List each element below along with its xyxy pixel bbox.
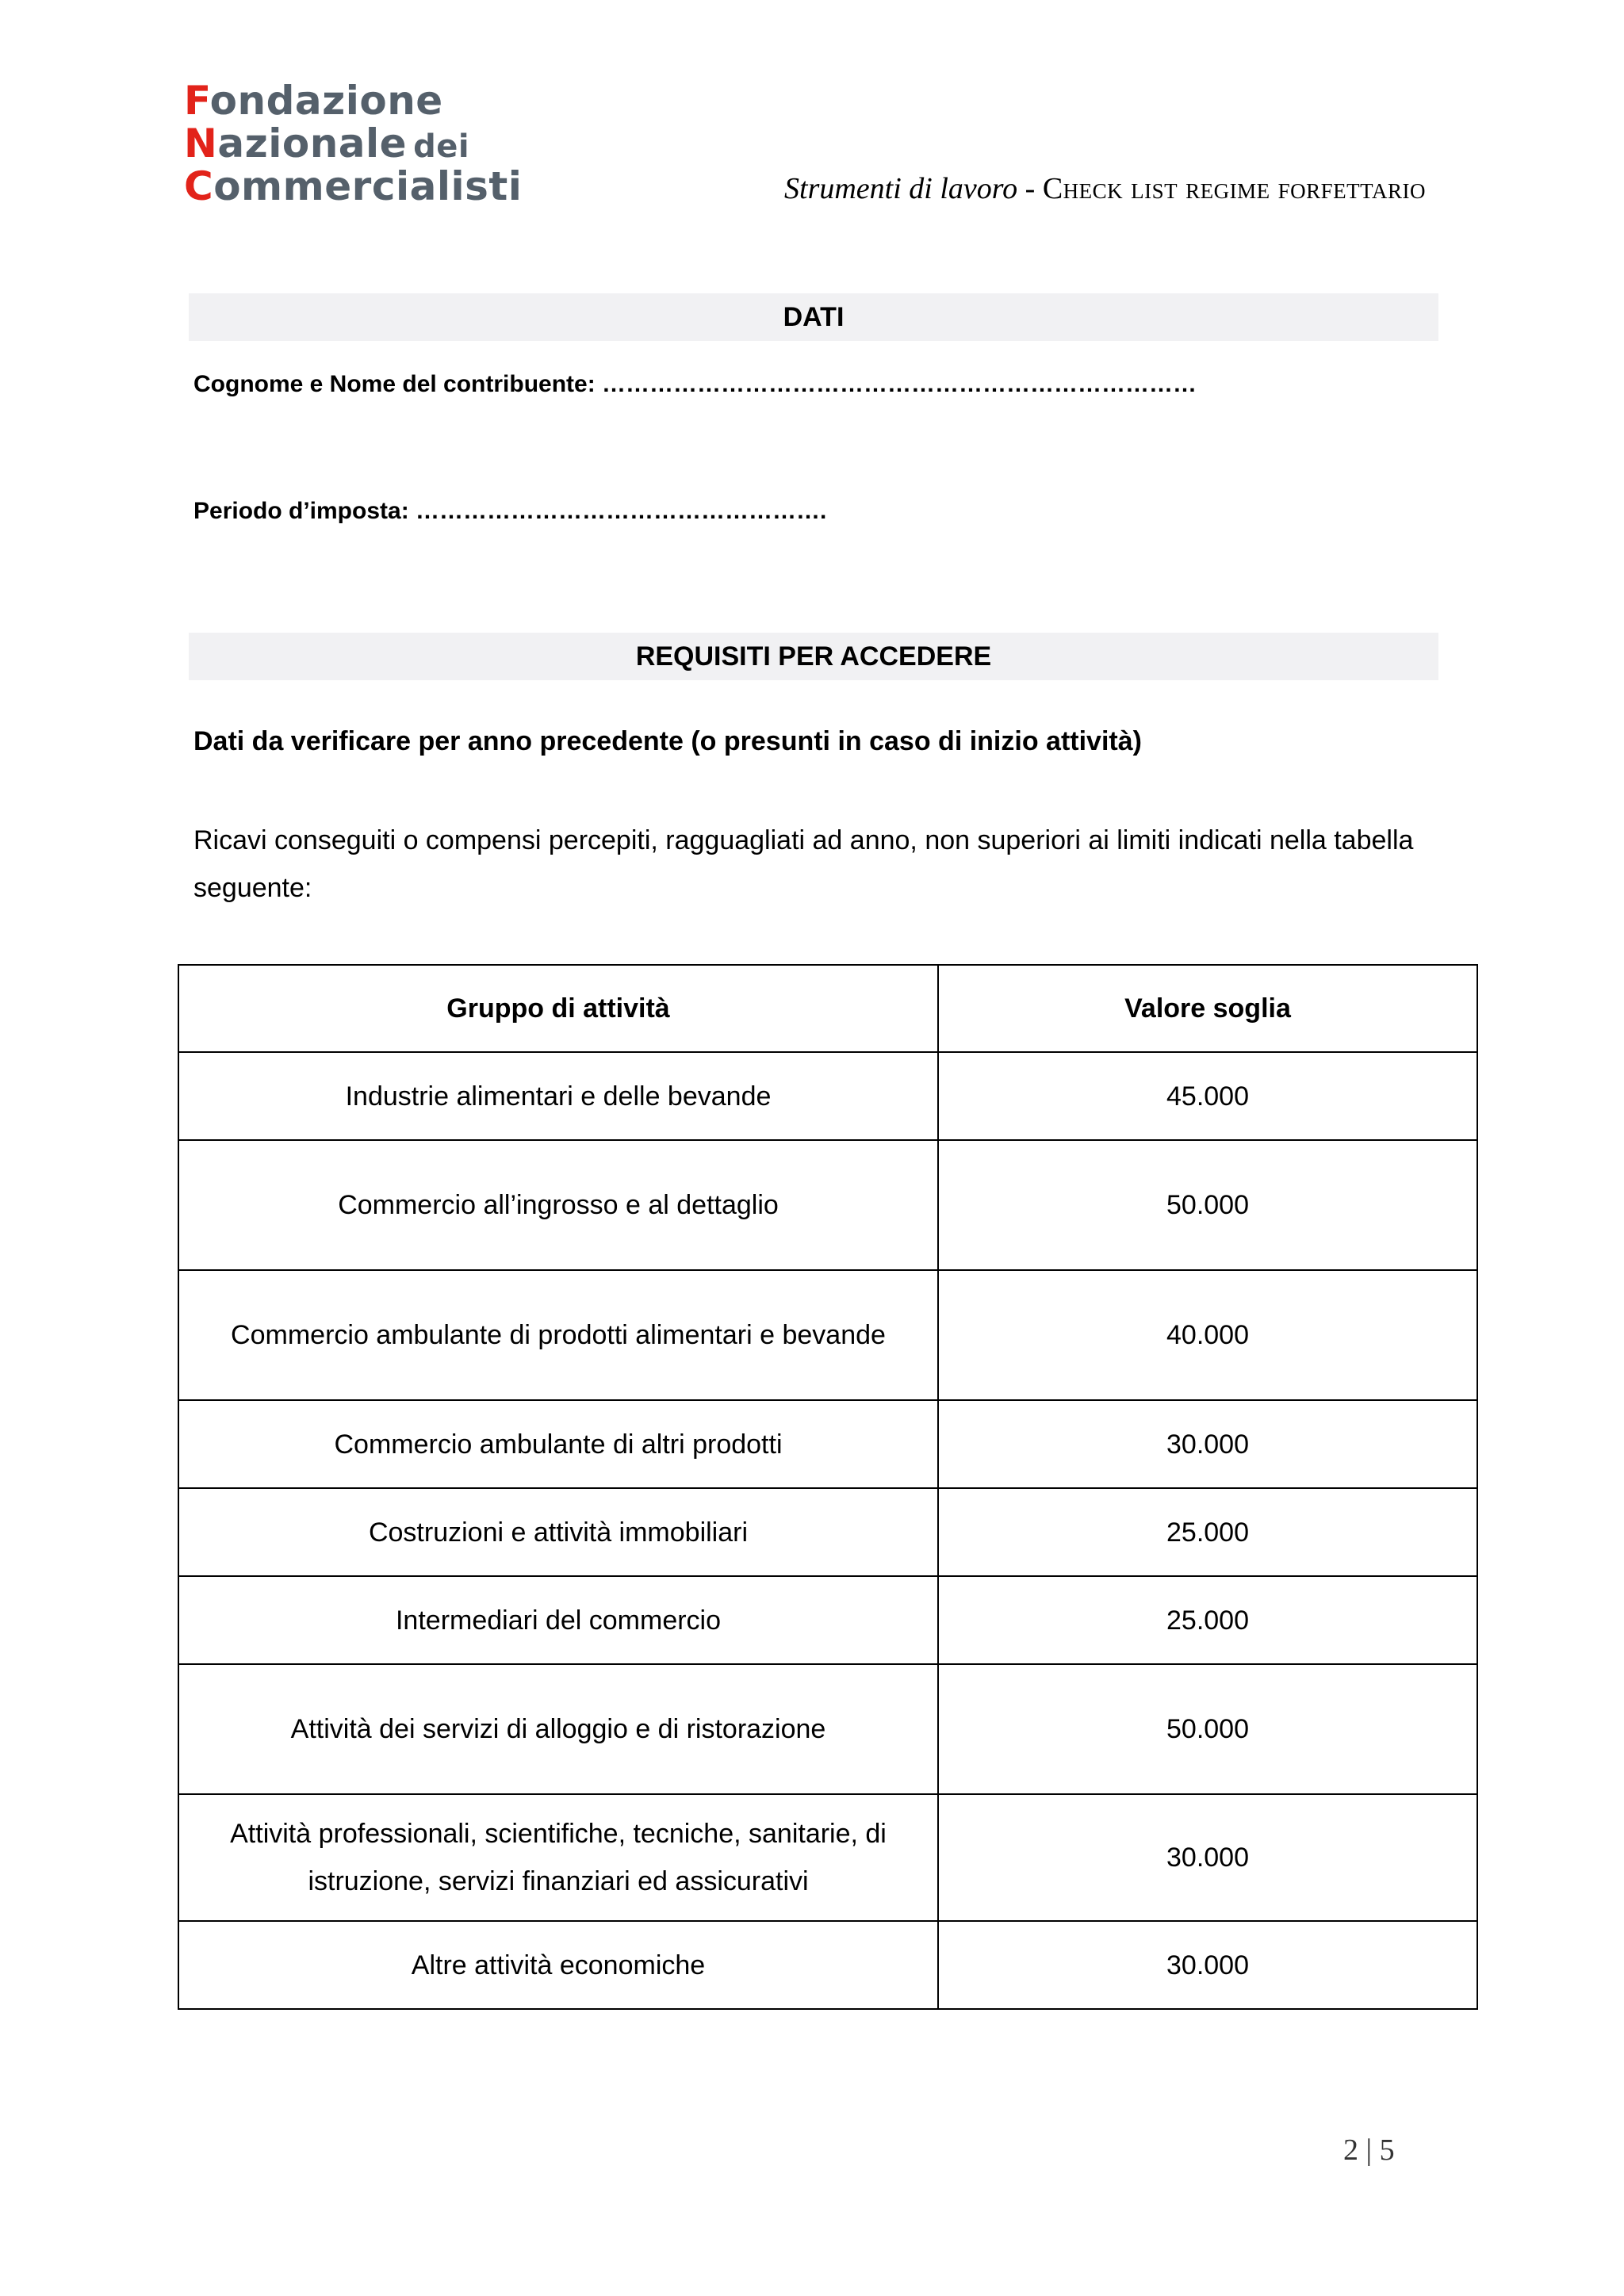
table-row	[178, 1400, 1477, 1488]
threshold-value-cell: 30.000	[938, 1794, 1477, 1921]
table-row	[178, 1576, 1477, 1664]
logo-initial-f: F	[184, 78, 210, 124]
activity-group-cell: Commercio ambulante di altri prodotti	[178, 1400, 938, 1488]
document-header	[784, 171, 1426, 206]
periodo-field: Periodo d’imposta: …………………………………………….	[193, 498, 827, 524]
threshold-value-cell: 25.000	[938, 1488, 1477, 1576]
activity-group-cell: Commercio all’ingrosso e al dettaglio	[178, 1140, 938, 1270]
activity-group-cell: Attività professionali, scientifiche, tecniche, sanitarie, di istruzione, servizi finanziari ed assicurativi	[178, 1794, 938, 1921]
threshold-value-cell: 40.000	[938, 1270, 1477, 1400]
threshold-value-cell: 30.000	[938, 1921, 1477, 2009]
activity-group-cell: Costruzioni e attività immobiliari	[178, 1488, 938, 1576]
table-row	[178, 1921, 1477, 2009]
threshold-value-cell: 25.000	[938, 1576, 1477, 1664]
logo-word-dei: dei	[413, 128, 470, 165]
logo-word-2: azionale	[217, 121, 408, 166]
threshold-table	[178, 964, 1478, 2010]
header-series: Strumenti di lavoro -	[784, 172, 1043, 205]
table-row	[178, 1664, 1477, 1794]
page-number: 2 | 5	[1343, 2133, 1395, 2167]
subtitle: Dati da verificare per anno precedente (o presunti in caso di inizio attività)	[193, 726, 1142, 756]
logo-word-1: ondazione	[209, 78, 443, 124]
logo-word-3: ommercialisti	[213, 163, 523, 209]
table-row	[178, 1488, 1477, 1576]
logo-initial-c: C	[184, 163, 214, 209]
activity-group-cell: Intermediari del commercio	[178, 1576, 938, 1664]
activity-group-cell: Commercio ambulante di prodotti alimentari e bevande	[178, 1270, 938, 1400]
threshold-value-cell: 50.000	[938, 1140, 1477, 1270]
logo-initial-n: N	[184, 121, 218, 166]
foundation-logo	[184, 79, 522, 208]
table-row	[178, 1140, 1477, 1270]
table-row	[178, 1052, 1477, 1140]
intro-paragraph: Ricavi conseguiti o compensi percepiti, ragguagliati ad anno, non superiori ai limiti indicati nella tabella seguente:	[193, 825, 1414, 903]
activity-group-cell: Altre attività economiche	[178, 1921, 938, 2009]
activity-group-cell: Attività dei servizi di alloggio e di ristorazione	[178, 1664, 938, 1794]
activity-group-cell: Industrie alimentari e delle bevande	[178, 1052, 938, 1140]
threshold-value-cell: 50.000	[938, 1664, 1477, 1794]
column-header-value: Valore soglia	[938, 965, 1477, 1052]
table-header-row	[178, 965, 1477, 1052]
table-row	[178, 1794, 1477, 1921]
section-dati-heading: DATI	[189, 293, 1438, 341]
section-requisiti-heading: REQUISITI PER ACCEDERE	[189, 633, 1438, 680]
column-header-group: Gruppo di attività	[178, 965, 938, 1052]
table-row	[178, 1270, 1477, 1400]
threshold-value-cell: 30.000	[938, 1400, 1477, 1488]
header-title: Check list regime forfettario	[1042, 172, 1426, 205]
contribuente-field: Cognome e Nome del contribuente: …………………………………………………………………	[193, 371, 1197, 397]
threshold-value-cell: 45.000	[938, 1052, 1477, 1140]
